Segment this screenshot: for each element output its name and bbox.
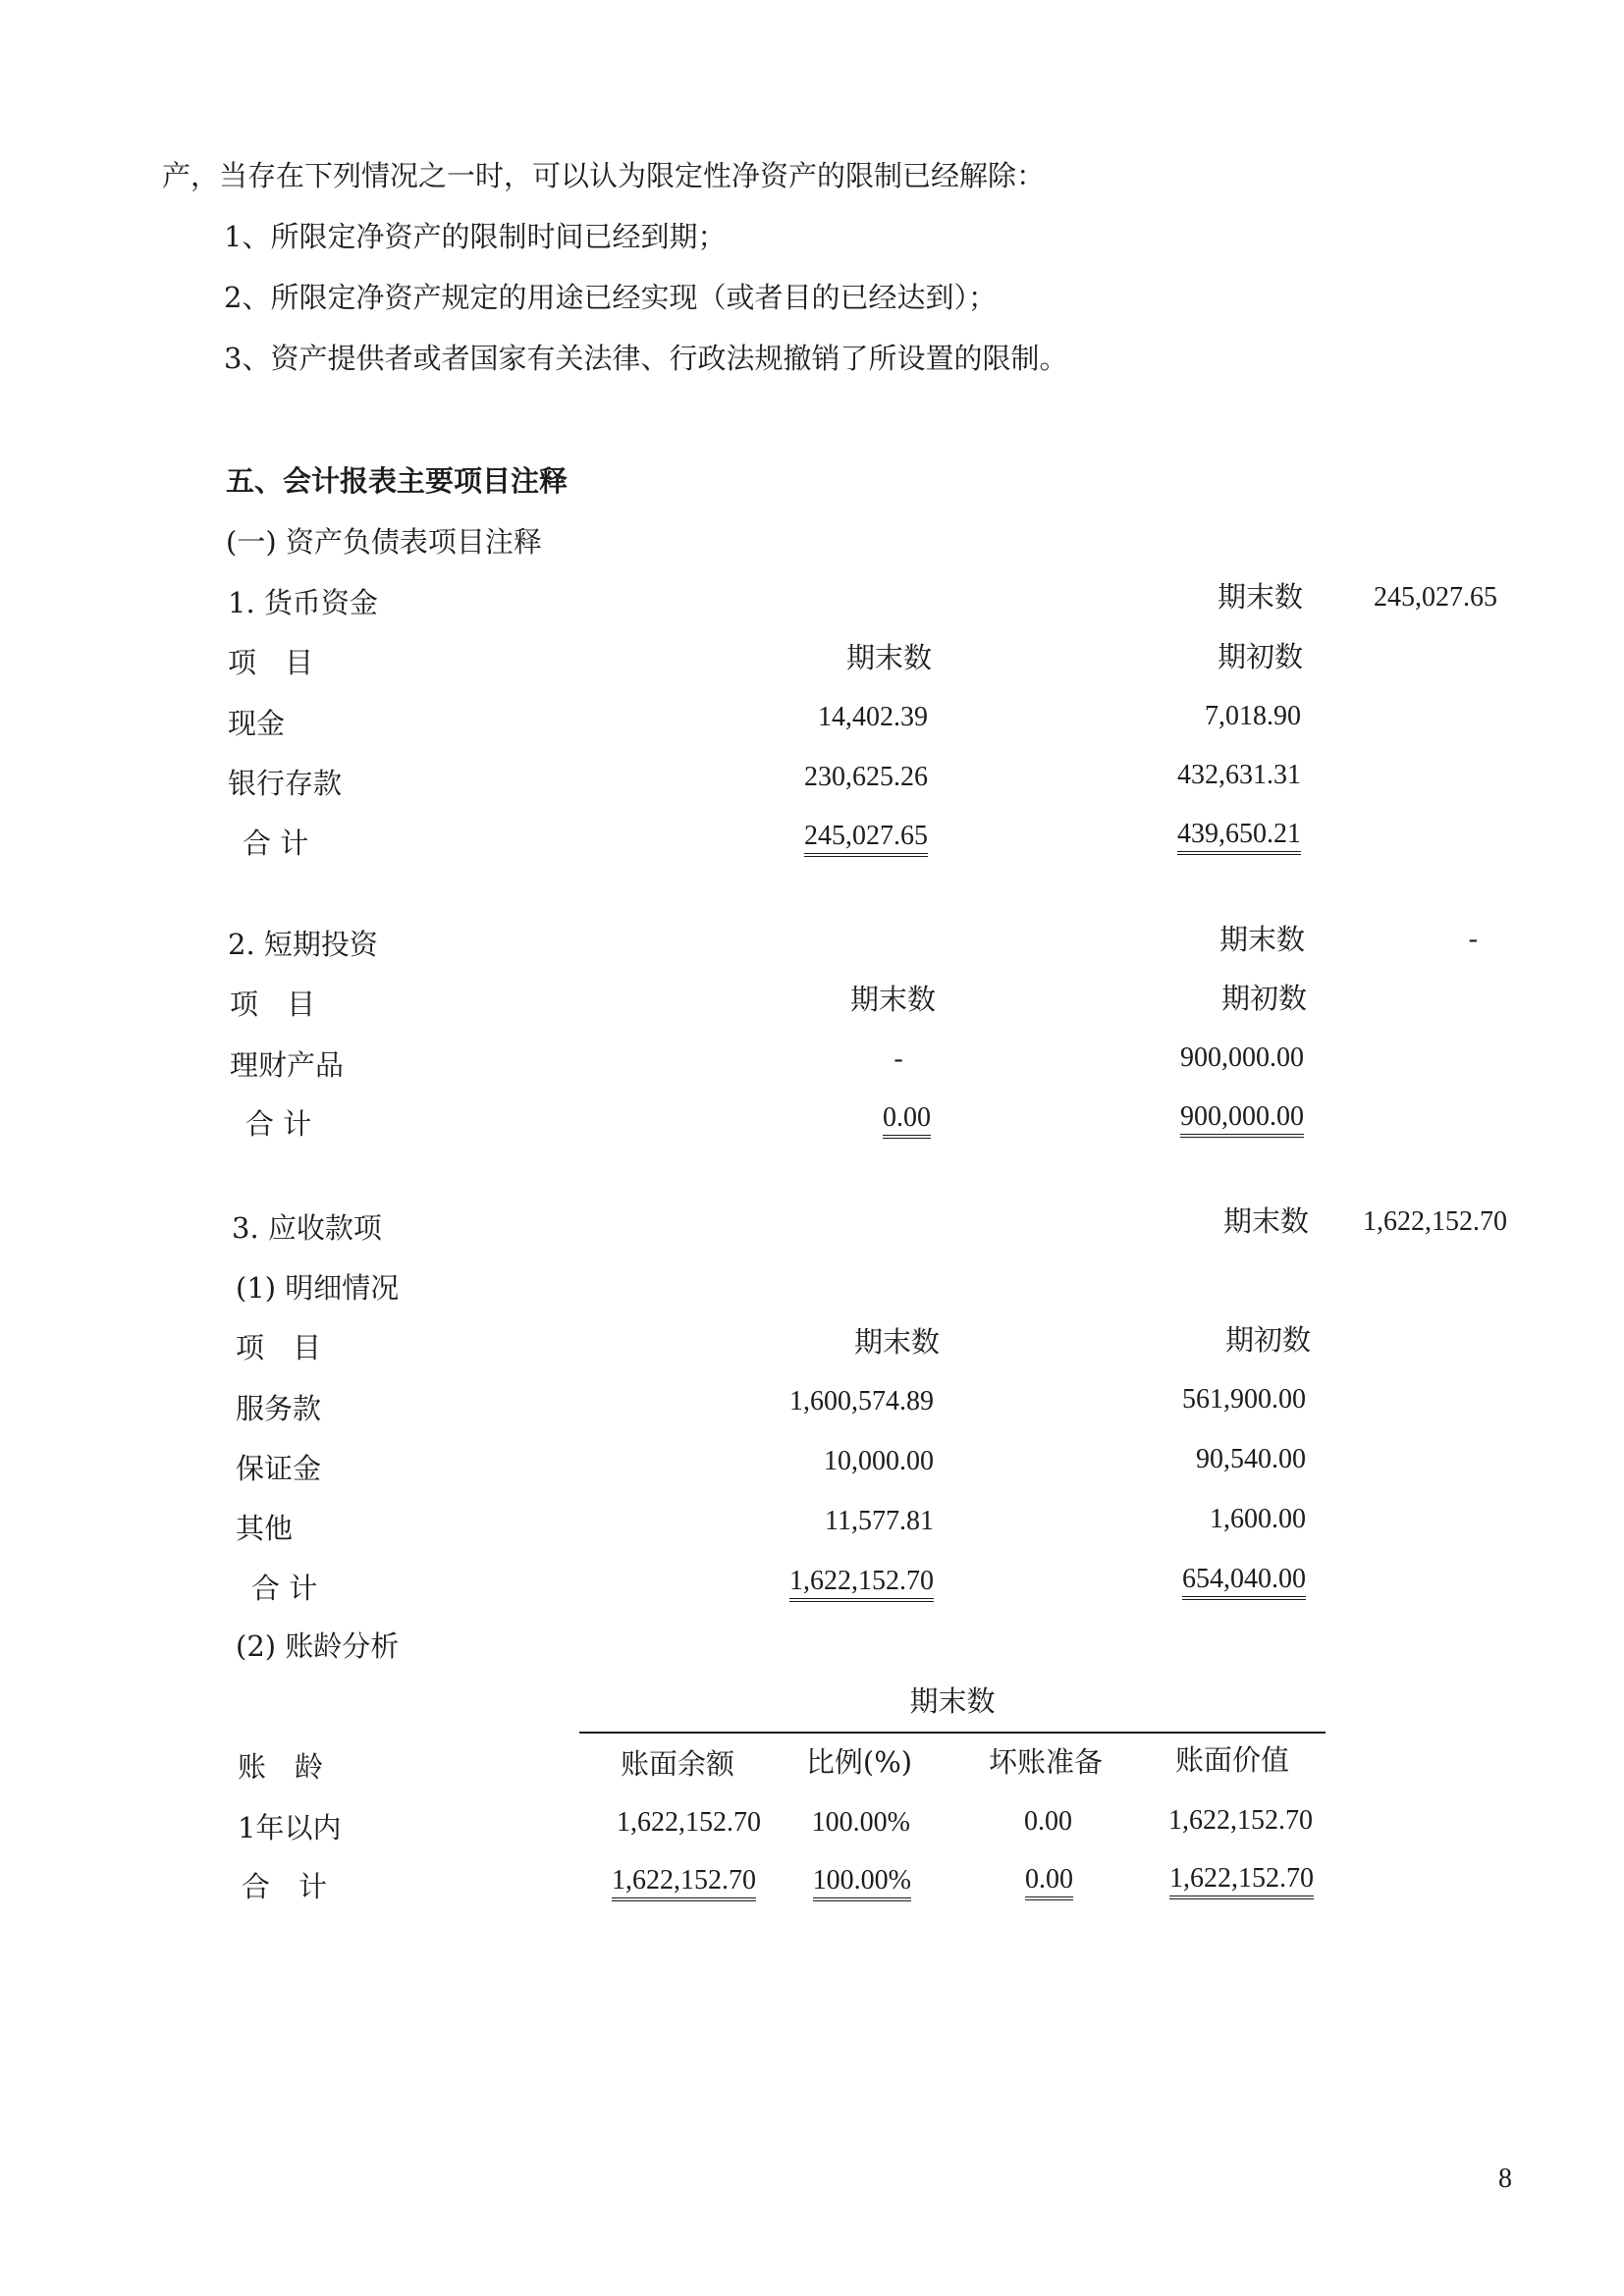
section-title: 五、会计报表主要项目注释 (226, 464, 568, 498)
aging-group-header: 期末数 (909, 1684, 996, 1718)
page-number: 8 (1498, 2163, 1512, 2194)
aging-row-allowance: 0.00 (1024, 1806, 1072, 1837)
aging-total-bookvalue (1119, 1862, 1314, 1896)
recv-title: 3. 应收款项 (232, 1211, 382, 1245)
invest-total-begin (1100, 1100, 1304, 1134)
cash-row-begin: 432,631.31 (1177, 760, 1301, 790)
aging-row-ratio: 100.00% (811, 1807, 910, 1838)
cash-total-begin-value: 439,650.21 (1177, 819, 1301, 855)
aging-total-balance (569, 1864, 756, 1897)
recv-row-end: 1,600,574.89 (789, 1386, 934, 1416)
intro-line: 产，当存在下列情况之一时，可以认为限定性净资产的限制已经解除： (162, 159, 1046, 192)
aging-row-age: 1年以内 (238, 1811, 342, 1844)
aging-total-ratio-value: 100.00% (813, 1865, 911, 1901)
cash-total-begin (1100, 818, 1301, 851)
aging-total-label: 合 计 (242, 1870, 328, 1903)
invest-row-label: 理财产品 (230, 1048, 345, 1082)
cash-row-end: 14,402.39 (818, 702, 928, 732)
aging-head-age: 账 龄 (238, 1750, 324, 1784)
cash-row-begin: 7,018.90 (1205, 701, 1301, 731)
cash-head-item: 项 目 (228, 646, 314, 679)
invest-head-end: 期末数 (850, 983, 937, 1016)
cash-summary-label: 期末数 (1218, 580, 1304, 614)
recv-total-end-value: 1,622,152.70 (789, 1566, 934, 1602)
recv-head-begin: 期初数 (1225, 1323, 1312, 1357)
cash-row-label: 银行存款 (228, 767, 343, 800)
aging-head-bookvalue: 账面价值 (1174, 1743, 1289, 1777)
intro-item-2: 2、所限定净资产规定的用途已经实现（或者目的已经达到）； (224, 281, 997, 314)
cash-total-end-value: 245,027.65 (804, 821, 928, 857)
cash-total-label: 合 计 (243, 827, 309, 860)
invest-summary-value: - (1468, 924, 1478, 954)
aging-head-ratio: 比例(%) (805, 1745, 913, 1779)
recv-head-end: 期末数 (854, 1325, 941, 1359)
invest-total-label: 合 计 (245, 1107, 312, 1141)
recv-total-begin (1100, 1563, 1306, 1596)
recv-summary-value: 1,622,152.70 (1363, 1206, 1507, 1237)
aging-total-allowance-value: 0.00 (1025, 1864, 1073, 1900)
recv-detail-title: (1) 明细情况 (236, 1271, 400, 1305)
invest-total-end-value: 0.00 (883, 1102, 931, 1139)
recv-head-item: 项 目 (236, 1331, 322, 1364)
aging-head-balance: 账面余额 (620, 1747, 734, 1781)
intro-item-1: 1、所限定净资产的限制时间已经到期； (224, 220, 727, 253)
recv-row-end: 10,000.00 (824, 1446, 934, 1476)
cash-head-end: 期末数 (846, 641, 933, 674)
invest-total-end (727, 1101, 931, 1135)
aging-total-allowance (982, 1863, 1073, 1896)
recv-row-begin: 561,900.00 (1182, 1384, 1306, 1415)
invest-row-end: - (893, 1043, 903, 1074)
recv-row-end: 11,577.81 (825, 1506, 934, 1536)
aging-total-ratio (785, 1864, 911, 1897)
aging-title: (2) 账龄分析 (236, 1629, 400, 1663)
recv-total-end (727, 1565, 934, 1598)
invest-head-begin: 期初数 (1221, 982, 1308, 1015)
cash-summary-value: 245,027.65 (1374, 582, 1497, 613)
invest-total-begin-value: 900,000.00 (1180, 1101, 1304, 1138)
recv-row-label: 服务款 (236, 1392, 322, 1425)
cash-title: 1. 货币资金 (228, 586, 378, 619)
cash-head-begin: 期初数 (1218, 640, 1304, 673)
cash-row-end: 230,625.26 (804, 762, 928, 792)
cash-row-label: 现金 (228, 707, 286, 740)
invest-title: 2. 短期投资 (228, 928, 378, 961)
recv-row-begin: 90,540.00 (1196, 1444, 1306, 1474)
invest-head-item: 项 目 (230, 988, 316, 1021)
aging-total-balance-value: 1,622,152.70 (612, 1865, 756, 1901)
recv-row-label: 其他 (236, 1512, 294, 1545)
aging-group-rule (579, 1732, 1326, 1734)
intro-item-3: 3、资产提供者或者国家有关法律、行政法规撤销了所设置的限制。 (224, 342, 1068, 375)
recv-total-begin-value: 654,040.00 (1182, 1564, 1306, 1600)
invest-summary-label: 期末数 (1219, 923, 1306, 956)
aging-row-bookvalue: 1,622,152.70 (1168, 1805, 1313, 1836)
aging-total-bookvalue-value: 1,622,152.70 (1169, 1863, 1314, 1899)
recv-total-label: 合 计 (251, 1572, 318, 1605)
recv-summary-label: 期末数 (1223, 1204, 1310, 1238)
cash-total-end (727, 820, 928, 853)
recv-row-begin: 1,600.00 (1210, 1504, 1306, 1534)
subsection-title: (一) 资产负债表项目注释 (226, 525, 542, 559)
aging-row-balance: 1,622,152.70 (617, 1807, 761, 1838)
aging-head-allowance: 坏账准备 (988, 1745, 1103, 1779)
invest-row-begin: 900,000.00 (1180, 1042, 1304, 1073)
recv-row-label: 保证金 (236, 1452, 322, 1485)
